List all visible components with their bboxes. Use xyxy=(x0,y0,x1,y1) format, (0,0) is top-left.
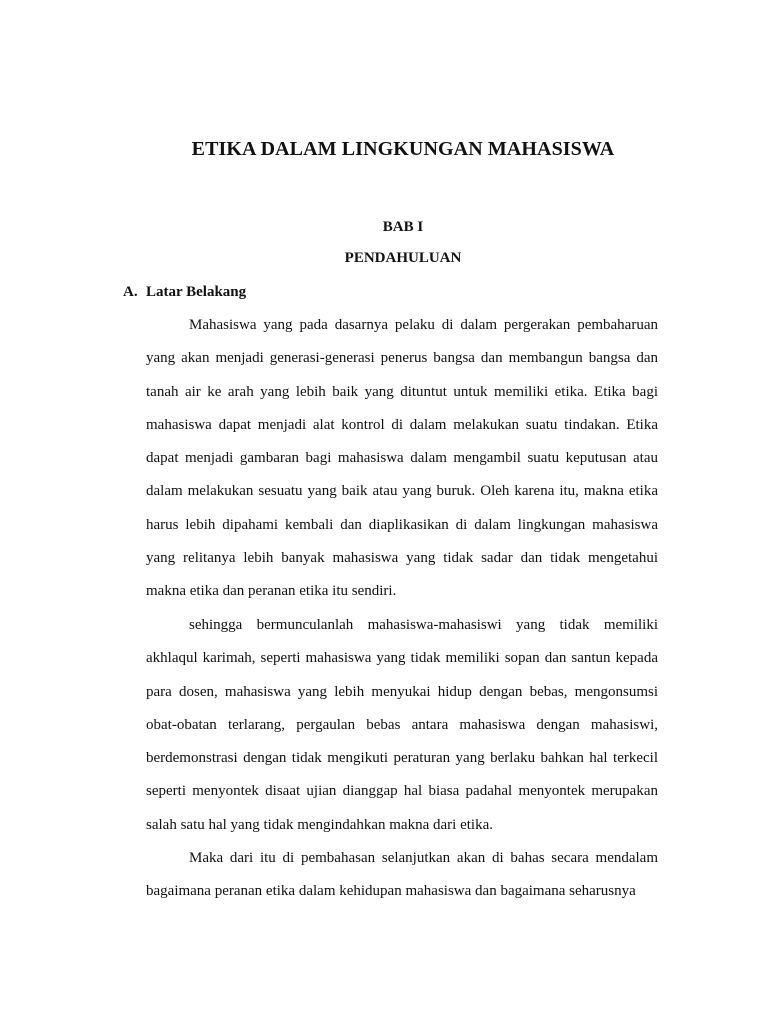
chapter-name: PENDAHULUAN xyxy=(344,250,462,266)
section-title: Latar Belakang xyxy=(146,284,247,300)
document-title: ETIKA DALAM LINGKUNGAN MAHASISWA xyxy=(191,138,615,160)
section-marker: A. xyxy=(123,284,138,300)
chapter-number: BAB I xyxy=(382,219,424,235)
paragraph: Mahasiswa yang pada dasarnya pelaku di dalam pergerakan pembaharuan yang akan menjadi generasi-generasi penerus bangsa dan membangun bangsa dan tanah air ke arah yang lebih baik yang dituntut untuk memiliki etika. Etika bagi mahasiswa dapat menjadi alat kontrol di dalam melakukan suatu tindakan. Etika dapat menjadi gambaran bagi mahasiswa dalam mengambil suatu keputusan atau dalam melakukan sesuatu yang baik atau yang buruk. Oleh karena itu, makna etika harus lebih dipahami kembali dan diaplikasikan di dalam lingkungan mahasiswa yang relitanya lebih banyak mahasiswa yang tidak sadar dan tidak mengetahui makna etika dan peranan etika itu sendiri. xyxy=(146,317,658,600)
paragraph: sehingga bermunculanlah mahasiswa-mahasiswi yang tidak memiliki akhlaqul karimah, seperti mahasiswa yang tidak memiliki sopan dan santun kepada para dosen, mahasiswa yang lebih menyukai hidup dengan bebas, mengonsumsi obat-obatan terlarang, pergaulan bebas antara mahasiswa dengan mahasiswi, berdemonstrasi dengan tidak mengikuti peraturan yang berlaku bahkan hal terkecil seperti menyontek disaat ujian dianggap hal biasa padahal menyontek merupakan salah satu hal yang tidak mengindahkan makna dari etika. xyxy=(146,617,658,833)
section-heading xyxy=(123,284,246,301)
paragraph: Maka dari itu di pembahasan selanjutkan akan di bahas secara mendalam bagaimana peranan etika dalam kehidupan mahasiswa dan bagaimana seharusnya xyxy=(146,850,658,900)
